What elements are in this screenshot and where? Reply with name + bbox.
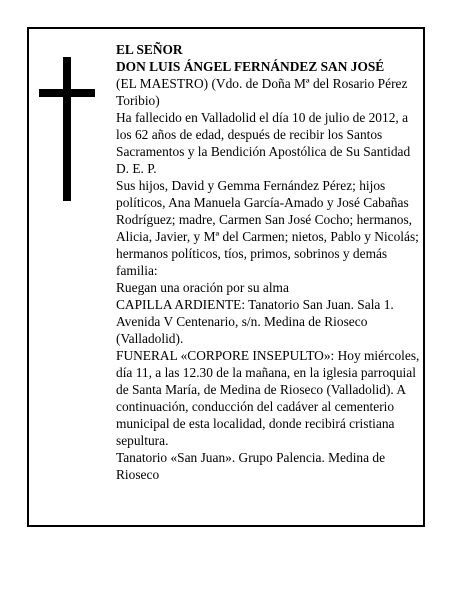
- funeral-home: Tanatorio «San Juan». Grupo Palencia. Medina de Rioseco: [116, 450, 386, 482]
- funeral-info: FUNERAL «CORPORE INSEPULTO»: Hoy miércoles, día 11, a las 12.30 de la mañana, en la iglesia parroquial de Santa María, de Medina de Rioseco (Valladolid). A continuación, conducción del cadáver al cementerio municipal de esta localidad, donde recibirá cristiana sepultura.: [116, 348, 420, 448]
- deceased-name: DON LUIS ÁNGEL FERNÁNDEZ SAN JOSÉ: [116, 59, 385, 74]
- chapel-info: CAPILLA ARDIENTE: Tanatorio San Juan. Sala 1. Avenida V Centenario, s/n. Medina de Rioseco (Valladolid).: [116, 297, 394, 346]
- alias-line: (EL MAESTRO) (Vdo. de Doña Mª del Rosario Pérez Toribio): [116, 76, 408, 108]
- death-announcement: Ha fallecido en Valladolid el día 10 de julio de 2012, a los 62 años de edad, después de recibir los Santos Sacramentos y la Bendición Apostólica de Su Santidad D. E. P.: [116, 110, 411, 176]
- cross-vertical-bar: [63, 57, 71, 201]
- prayer-request: Ruegan una oración por su alma: [116, 280, 289, 295]
- obituary-notice: [27, 27, 425, 527]
- title-line: EL SEÑOR: [116, 42, 183, 57]
- family-list: Sus hijos, David y Gemma Fernández Pérez; hijos políticos, Ana Manuela García-Amado y José Cabañas Rodríguez; madre, Carmen San José Cocho; hermanos, Alicia, Javier, y Mª del Carmen; nietos, Pablo y Nicolás; hermanos políticos, tíos, primos, sobrinos y demás familia:: [116, 178, 419, 278]
- obituary-text: [116, 41, 424, 483]
- cross-icon: [39, 57, 95, 201]
- cross-horizontal-bar: [39, 89, 95, 97]
